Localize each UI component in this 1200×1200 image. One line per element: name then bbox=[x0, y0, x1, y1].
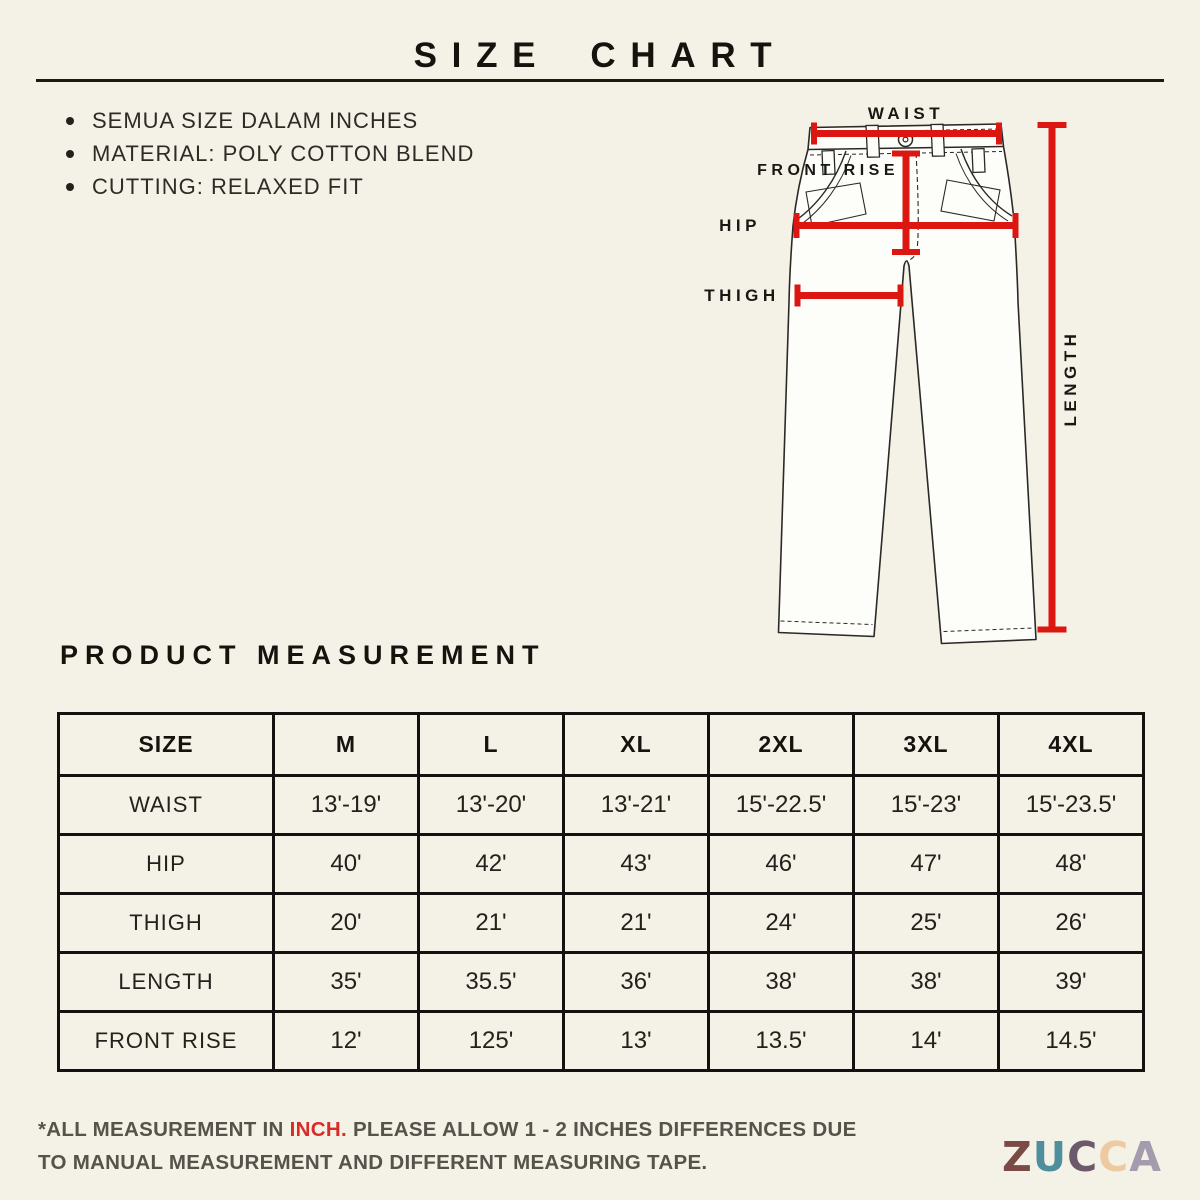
table-cell: 15'-23' bbox=[854, 776, 999, 835]
table-row bbox=[59, 894, 1144, 953]
table-row bbox=[59, 953, 1144, 1012]
table-cell: 21' bbox=[419, 894, 564, 953]
table-header-row bbox=[59, 714, 1144, 776]
footnote-text: *ALL MEASUREMENT IN bbox=[38, 1118, 290, 1141]
table-cell: 46' bbox=[709, 835, 854, 894]
bullet-icon bbox=[66, 150, 74, 158]
row-label: LENGTH bbox=[59, 953, 274, 1012]
bullet-icon bbox=[66, 117, 74, 125]
title-divider bbox=[36, 79, 1164, 82]
table-cell: 21' bbox=[564, 894, 709, 953]
table-cell: 43' bbox=[564, 835, 709, 894]
list-item bbox=[66, 137, 474, 170]
footnote bbox=[38, 1113, 878, 1179]
measurement-table bbox=[57, 712, 1145, 1072]
column-header: 4XL bbox=[999, 714, 1144, 776]
notes-list bbox=[66, 104, 474, 203]
table-row bbox=[59, 1012, 1144, 1071]
table-cell: 15'-22.5' bbox=[709, 776, 854, 835]
table-cell: 26' bbox=[999, 894, 1144, 953]
table-cell: 13'-21' bbox=[564, 776, 709, 835]
table-cell: 39' bbox=[999, 953, 1144, 1012]
brand-letter: Z bbox=[1002, 1133, 1033, 1181]
note-text: MATERIAL: POLY COTTON BLEND bbox=[92, 140, 475, 166]
row-label: THIGH bbox=[59, 894, 274, 953]
column-header: 2XL bbox=[709, 714, 854, 776]
table-cell: 40' bbox=[274, 835, 419, 894]
column-header: M bbox=[274, 714, 419, 776]
table-cell: 125' bbox=[419, 1012, 564, 1071]
footnote-text: PLEASE ALLOW 1 - 2 INCHES DIFFERENCES DUE TO MANUAL MEASUREMENT AND DIFFERENT MEASURING TAPE. bbox=[38, 1118, 857, 1174]
brand-logo bbox=[1002, 1133, 1162, 1181]
brand-letter: A bbox=[1129, 1133, 1162, 1181]
table-cell: 13'-20' bbox=[419, 776, 564, 835]
row-label: HIP bbox=[59, 835, 274, 894]
table-cell: 15'-23.5' bbox=[999, 776, 1144, 835]
page-title: SIZE CHART bbox=[413, 36, 787, 75]
brand-letter: U bbox=[1032, 1133, 1068, 1181]
waist-label: WAIST bbox=[867, 104, 945, 123]
column-header: 3XL bbox=[854, 714, 999, 776]
table-cell: 35' bbox=[274, 953, 419, 1012]
length-label: LENGTH bbox=[1061, 329, 1080, 427]
row-label: WAIST bbox=[59, 776, 274, 835]
table-cell: 13'-19' bbox=[274, 776, 419, 835]
section-heading: PRODUCT MEASUREMENT bbox=[60, 640, 546, 670]
table-cell: 42' bbox=[419, 835, 564, 894]
note-text: CUTTING: RELAXED FIT bbox=[92, 173, 364, 199]
brand-letter: C bbox=[1098, 1133, 1130, 1181]
row-label: FRONT RISE bbox=[59, 1012, 274, 1071]
note-text: SEMUA SIZE DALAM INCHES bbox=[92, 107, 419, 133]
list-item bbox=[66, 170, 474, 203]
front-rise-label: FRONT RISE bbox=[757, 162, 899, 179]
table-cell: 35.5' bbox=[419, 953, 564, 1012]
table-cell: 48' bbox=[999, 835, 1144, 894]
table-cell: 13' bbox=[564, 1012, 709, 1071]
table-row bbox=[59, 835, 1144, 894]
table-cell: 14' bbox=[854, 1012, 999, 1071]
table-cell: 38' bbox=[854, 953, 999, 1012]
hip-label: HIP bbox=[719, 216, 761, 235]
table-cell: 36' bbox=[564, 953, 709, 1012]
column-header: L bbox=[419, 714, 564, 776]
table-cell: 14.5' bbox=[999, 1012, 1144, 1071]
table-cell: 12' bbox=[274, 1012, 419, 1071]
list-item bbox=[66, 104, 474, 137]
column-header: XL bbox=[564, 714, 709, 776]
bullet-icon bbox=[66, 183, 74, 191]
table-cell: 25' bbox=[854, 894, 999, 953]
table-cell: 38' bbox=[709, 953, 854, 1012]
table-cell: 13.5' bbox=[709, 1012, 854, 1071]
brand-letter: C bbox=[1067, 1133, 1099, 1181]
table-row bbox=[59, 776, 1144, 835]
thigh-label: THIGH bbox=[704, 286, 780, 305]
table-cell: 20' bbox=[274, 894, 419, 953]
footnote-highlight: INCH. bbox=[289, 1118, 347, 1141]
table-cell: 47' bbox=[854, 835, 999, 894]
column-header: SIZE bbox=[59, 714, 274, 776]
table-cell: 24' bbox=[709, 894, 854, 953]
